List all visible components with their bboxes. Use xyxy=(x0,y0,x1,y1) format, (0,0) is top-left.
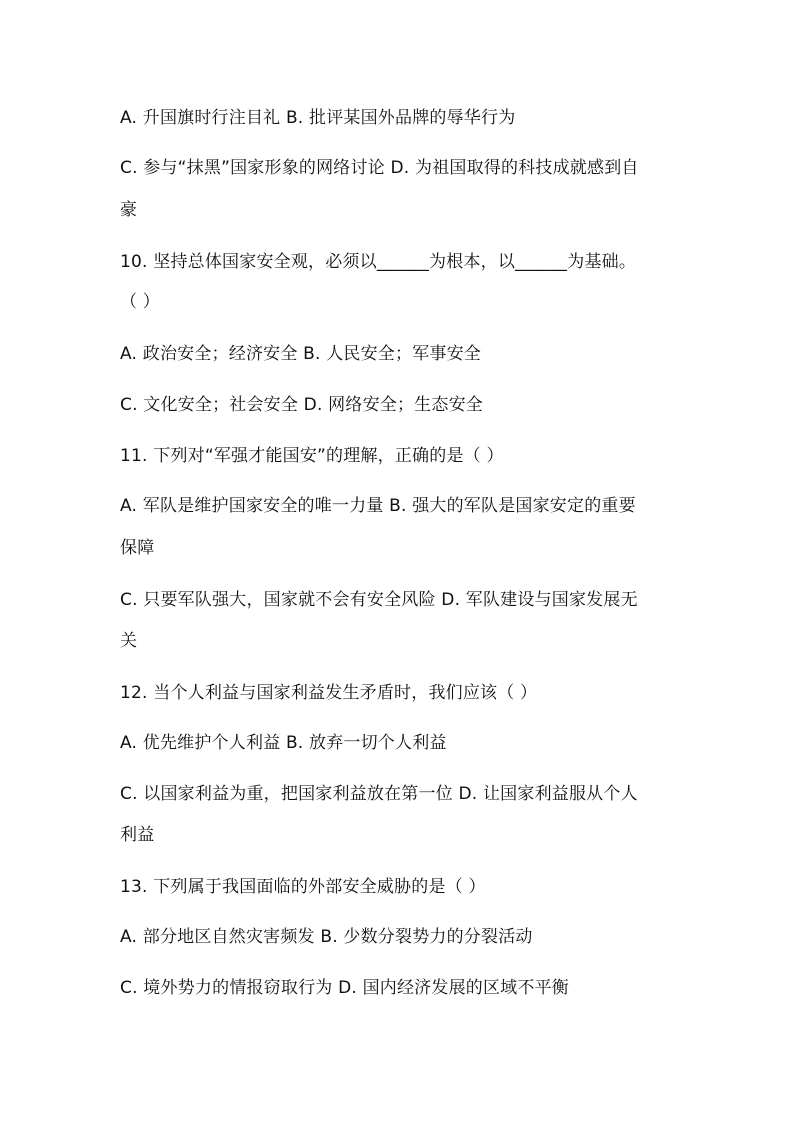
q10-options-cd: C. 文化安全；社会安全 D. 网络安全；生态安全 xyxy=(120,395,483,415)
q12-options-cd: C. 以国家利益为重，把国家利益放在第一位 D. 让国家利益服从个人 xyxy=(120,784,638,804)
q11-options-ab: A. 军队是维护国家安全的唯一力量 B. 强大的军队是国家安定的重要 xyxy=(120,496,636,516)
q11-options-cd-continued: 关 xyxy=(120,631,138,651)
q13-options-cd: C. 境外势力的情报窃取行为 D. 国内经济发展的区域不平衡 xyxy=(120,978,569,998)
q10-answer-bracket: （ ） xyxy=(120,292,161,312)
q12-options-cd-continued: 利益 xyxy=(120,825,155,845)
q13-stem: 13. 下列属于我国面临的外部安全威胁的是（ ） xyxy=(120,877,486,897)
q9-options-ab: A. 升国旗时行注目礼 B. 批评某国外品牌的辱华行为 xyxy=(120,108,516,128)
q11-options-cd: C. 只要军队强大，国家就不会有安全风险 D. 军队建设与国家发展无 xyxy=(120,590,638,610)
q13-options-ab: A. 部分地区自然灾害频发 B. 少数分裂势力的分裂活动 xyxy=(120,927,533,947)
q10-stem: 10. 坚持总体国家安全观，必须以______为根本，以______为基础。 xyxy=(120,252,637,272)
q12-options-ab: A. 优先维护个人利益 B. 放弃一切个人利益 xyxy=(120,733,447,753)
q9-options-cd: C. 参与“抹黑”国家形象的网络讨论 D. 为祖国取得的科技成就感到自 xyxy=(120,158,639,178)
q11-options-ab-continued: 保障 xyxy=(120,538,155,558)
q10-options-ab: A. 政治安全；经济安全 B. 人民安全；军事安全 xyxy=(120,344,482,364)
q9-options-cd-continued: 豪 xyxy=(120,200,138,220)
q11-stem: 11. 下列对“军强才能国安”的理解，正确的是（ ） xyxy=(120,446,504,466)
q12-stem: 12. 当个人利益与国家利益发生矛盾时，我们应该（ ） xyxy=(120,683,538,703)
